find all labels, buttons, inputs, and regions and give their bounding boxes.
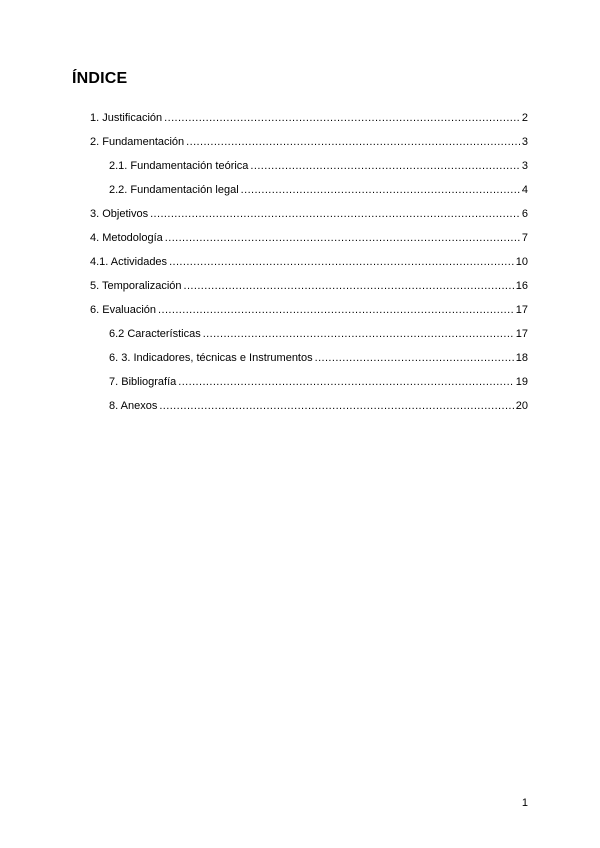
toc-entry-label: 2.1. Fundamentación teórica [109,160,249,172]
toc-entry-label: 8. Anexos [109,400,158,412]
toc-entry-temporalizacion[interactable] [90,278,528,302]
toc-entry-page: 17 [515,328,528,340]
toc-entry-page: 7 [521,232,528,244]
toc-entry-label: 5. Temporalización [90,280,182,292]
dot-leader [315,350,514,366]
toc-entry-page: 10 [515,256,528,268]
toc-entry-fundamentacion-legal[interactable] [90,182,528,206]
dot-leader [169,254,514,270]
toc-entry-page: 3 [521,136,528,148]
toc-entry-metodologia[interactable] [90,230,528,254]
page-number: 1 [521,797,528,809]
toc-entry-label: 3. Objetivos [90,208,149,220]
toc-entry-label: 6. 3. Indicadores, técnicas e Instrumentos [109,352,313,364]
dot-leader [184,278,514,294]
toc-entry-page: 4 [521,184,528,196]
toc-entry-label: 4.1. Actividades [90,256,168,268]
toc-entry-bibliografia[interactable] [90,374,528,398]
toc-entry-fundamentacion[interactable] [90,134,528,158]
toc-entry-actividades[interactable] [90,254,528,278]
dot-leader [203,326,514,342]
dot-leader [158,302,514,318]
table-of-contents [90,110,528,422]
dot-leader [178,374,513,390]
toc-entry-label: 6. Evaluación [90,304,157,316]
dot-leader [241,182,520,198]
toc-entry-page: 6 [521,208,528,220]
dot-leader [159,398,513,414]
toc-entry-anexos[interactable] [90,398,528,422]
toc-entry-page: 19 [515,376,528,388]
dot-leader [165,230,520,246]
toc-entry-evaluacion[interactable] [90,302,528,326]
toc-entry-page: 20 [515,400,528,412]
toc-entry-page: 3 [521,160,528,172]
toc-entry-caracteristicas[interactable] [90,326,528,350]
toc-entry-fundamentacion-teorica[interactable] [90,158,528,182]
toc-entry-label: 7. Bibliografía [109,376,177,388]
toc-entry-page: 18 [515,352,528,364]
page-title: ÍNDICE [72,70,128,87]
toc-entry-label: 2. Fundamentación [90,136,185,148]
dot-leader [150,206,520,222]
toc-entry-page: 2 [521,112,528,124]
dot-leader [250,158,519,174]
toc-entry-label: 1. Justificación [90,112,163,124]
toc-entry-objetivos[interactable] [90,206,528,230]
toc-entry-page: 17 [515,304,528,316]
dot-leader [164,110,520,126]
toc-entry-label: 6.2 Características [109,328,201,340]
toc-entry-label: 4. Metodología [90,232,163,244]
toc-entry-justificacion[interactable] [90,110,528,134]
toc-entry-page: 16 [515,280,528,292]
toc-entry-indicadores[interactable] [90,350,528,374]
dot-leader [186,134,520,150]
toc-entry-label: 2.2. Fundamentación legal [109,184,239,196]
